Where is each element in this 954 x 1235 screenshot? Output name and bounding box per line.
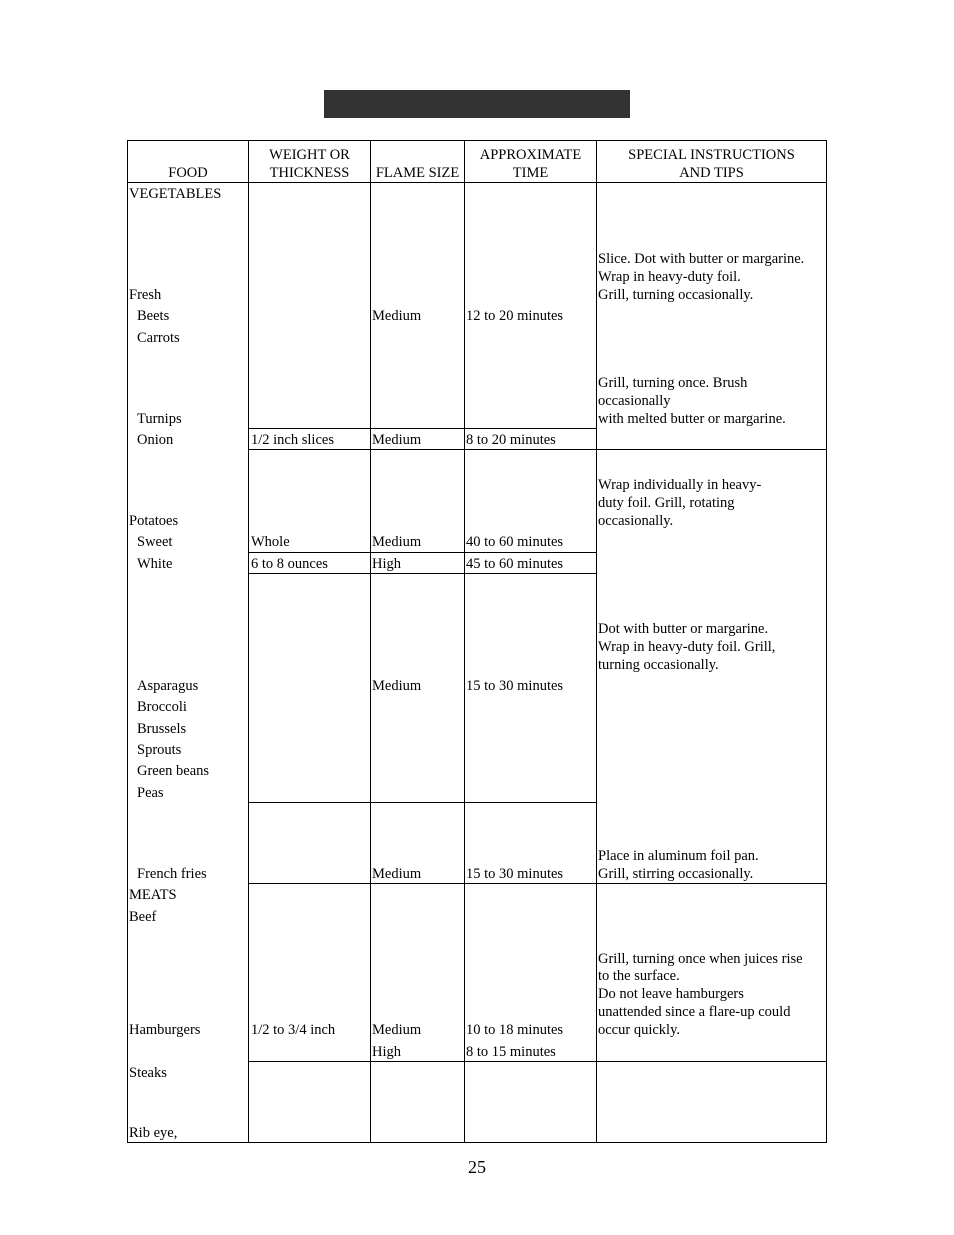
tip-onion-line: Grill, turning once. Brush (598, 375, 748, 391)
page-number: 25 (468, 1157, 486, 1177)
food-subcategory-beef: Beef (129, 909, 157, 925)
row-divider (248, 883, 827, 884)
time-asparagus: 15 to 30 minutes (466, 678, 564, 694)
row-divider (248, 573, 597, 574)
food-item-rib-eye: Rib eye, (129, 1125, 178, 1141)
tip-onion-line: occasionally (598, 393, 671, 409)
food-item-hamburgers: Hamburgers (129, 1022, 201, 1038)
flame-beets: Medium (372, 308, 422, 324)
row-divider (248, 449, 827, 450)
food-category-vegetables: VEGETABLES (129, 186, 222, 202)
time-french-fries: 15 to 30 minutes (466, 866, 564, 882)
section-title-bar (324, 90, 630, 118)
tip-potatoes-line: occasionally. (598, 513, 674, 529)
food-item-green-beans: Green beans (137, 763, 210, 779)
food-item-asparagus: Asparagus (137, 678, 199, 694)
food-category-meats: MEATS (129, 887, 177, 903)
header-weight-line2: THICKNESS (269, 165, 350, 181)
header-weight-line1: WEIGHT OR (269, 147, 350, 163)
column-divider (596, 140, 597, 1143)
flame-onion: Medium (372, 432, 422, 448)
flame-asparagus: Medium (372, 678, 422, 694)
row-divider (248, 552, 597, 553)
tip-hamburgers-line: Grill, turning once when juices rise (598, 951, 803, 967)
food-item-carrots: Carrots (137, 330, 180, 346)
tip-fresh-line: Grill, turning occasionally. (598, 287, 754, 303)
weight-white: 6 to 8 ounces (251, 556, 328, 572)
header-tips-line1: SPECIAL INSTRUCTIONS (628, 147, 795, 163)
tip-potatoes-line: Wrap individually in heavy- (598, 477, 762, 493)
tip-greens-line: Dot with butter or margarine. (598, 621, 769, 637)
tip-hamburgers-line: Do not leave hamburgers (598, 986, 744, 1002)
header-time-line1: APPROXIMATE (479, 147, 582, 163)
column-divider (464, 140, 465, 1143)
weight-sweet: Whole (251, 534, 290, 550)
food-item-steaks: Steaks (129, 1065, 167, 1081)
food-subcategory-potatoes: Potatoes (129, 513, 179, 529)
flame-hamburgers-high: High (372, 1044, 401, 1060)
tip-greens-line: turning occasionally. (598, 657, 719, 673)
weight-hamburgers: 1/2 to 3/4 inch (251, 1022, 336, 1038)
tip-fries-line: Grill, stirring occasionally. (598, 866, 754, 882)
header-tips-line2: AND TIPS (679, 165, 744, 181)
food-subcategory-fresh: Fresh (129, 287, 162, 303)
time-hamburgers-high: 8 to 15 minutes (466, 1044, 556, 1060)
food-item-broccoli: Broccoli (137, 699, 187, 715)
flame-sweet: Medium (372, 534, 422, 550)
tip-fries-line: Place in aluminum foil pan. (598, 848, 759, 864)
row-divider (248, 1061, 827, 1062)
time-onion: 8 to 20 minutes (466, 432, 556, 448)
food-item-white: White (137, 556, 173, 572)
weight-onion: 1/2 inch slices (251, 432, 334, 448)
tip-onion-line: with melted butter or margarine. (598, 411, 786, 427)
row-divider (248, 802, 597, 803)
table-border-right (826, 140, 827, 1143)
table-border-left (127, 140, 128, 1143)
table-border-top (127, 140, 827, 141)
row-divider (248, 428, 597, 429)
food-item-turnips: Turnips (137, 411, 182, 427)
food-item-sprouts: Sprouts (137, 742, 182, 758)
row-divider (127, 182, 827, 183)
tip-potatoes-line: duty foil. Grill, rotating (598, 495, 735, 511)
food-item-french-fries: French fries (137, 866, 207, 882)
header-time-line2: TIME (512, 165, 549, 181)
tip-fresh-line: Slice. Dot with butter or margarine. (598, 251, 805, 267)
flame-hamburgers-medium: Medium (372, 1022, 422, 1038)
time-hamburgers-medium: 10 to 18 minutes (466, 1022, 564, 1038)
food-item-peas: Peas (137, 785, 164, 801)
header-flame: FLAME SIZE (375, 165, 460, 181)
column-divider (370, 140, 371, 1143)
flame-french-fries: Medium (372, 866, 422, 882)
tip-hamburgers-line: unattended since a flare-up could (598, 1004, 791, 1020)
header-food: FOOD (168, 165, 208, 181)
tip-greens-line: Wrap in heavy-duty foil. Grill, (598, 639, 776, 655)
food-item-onion: Onion (137, 432, 174, 448)
time-white: 45 to 60 minutes (466, 556, 564, 572)
tip-hamburgers-line: to the surface. (598, 968, 680, 984)
time-sweet: 40 to 60 minutes (466, 534, 564, 550)
tip-hamburgers-line: occur quickly. (598, 1022, 681, 1038)
food-item-brussels: Brussels (137, 721, 187, 737)
column-divider (248, 140, 249, 1143)
time-beets: 12 to 20 minutes (466, 308, 564, 324)
food-item-beets: Beets (137, 308, 170, 324)
table-border-bottom (127, 1142, 827, 1143)
food-item-sweet: Sweet (137, 534, 173, 550)
tip-fresh-line: Wrap in heavy-duty foil. (598, 269, 741, 285)
flame-white: High (372, 556, 401, 572)
